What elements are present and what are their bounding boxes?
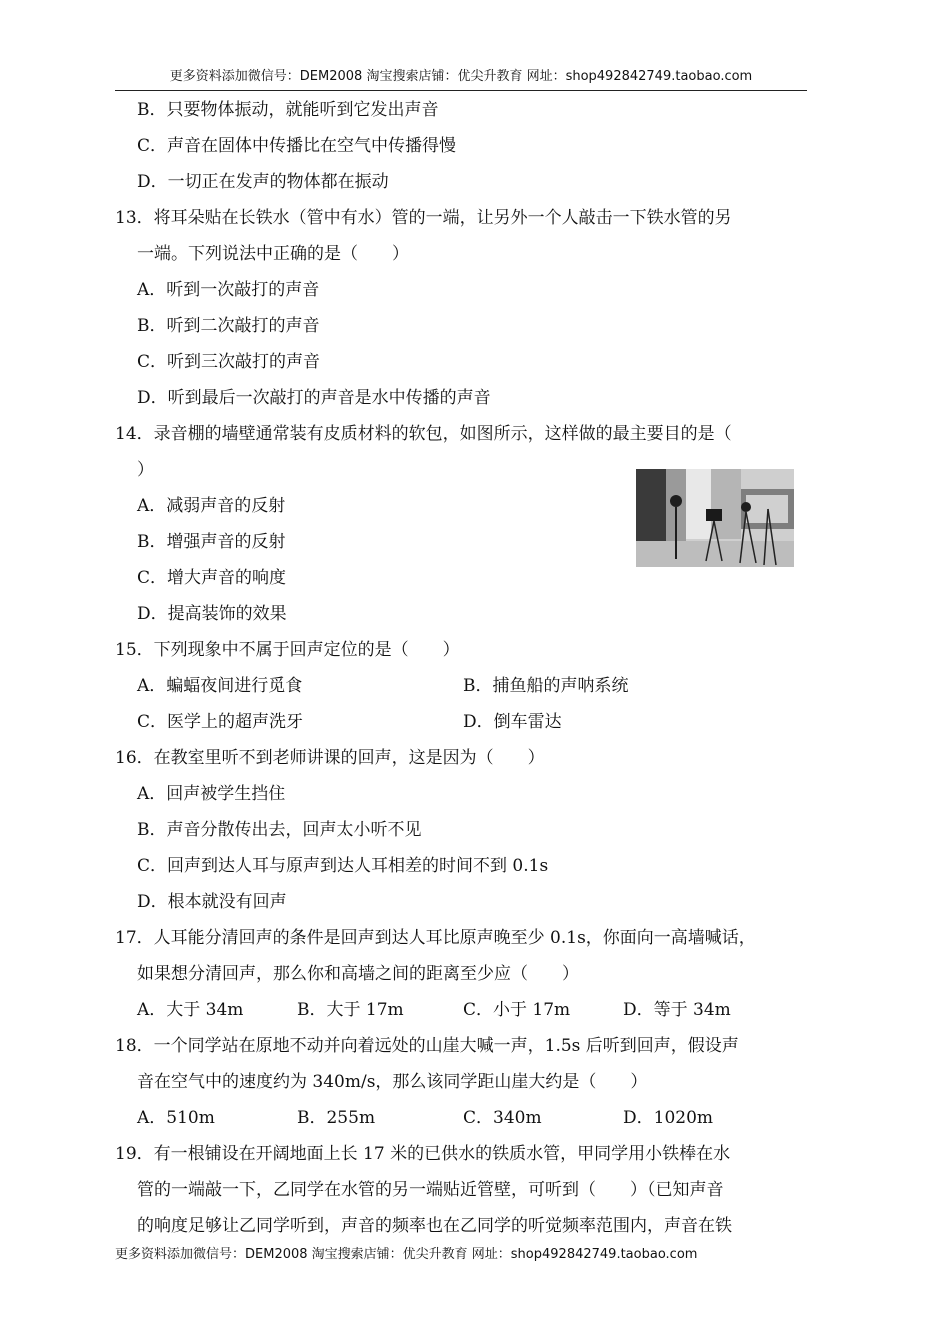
q15-option-d: D．倒车雷达	[463, 712, 562, 732]
q15-stem: 15．下列现象中不属于回声定位的是（ ）	[115, 640, 460, 660]
q18-option-a: A．510m	[137, 1108, 215, 1128]
q18-stem-line1: 18．一个同学站在原地不动并向着远处的山崖大喊一声，1.5s 后听到回声，假设声	[115, 1036, 739, 1056]
q13-option-d: D．听到最后一次敲打的声音是水中传播的声音	[137, 388, 491, 408]
q15-option-a: A．蝙蝠夜间进行觅食	[137, 676, 303, 696]
q15-option-c: C．医学上的超声洗牙	[137, 712, 304, 732]
q13-option-b: B．听到二次敲打的声音	[137, 316, 320, 336]
q16-option-c: C．回声到达人耳与原声到达人耳相差的时间不到 0.1s	[137, 856, 549, 876]
q16-option-a: A．回声被学生挡住	[137, 784, 286, 804]
q19-stem-line2: 管的一端敲一下，乙同学在水管的另一端贴近管壁，可听到（ ）（已知声音	[137, 1180, 724, 1200]
q16-option-d: D．根本就没有回声	[137, 892, 287, 912]
q17-stem-line1: 17．人耳能分清回声的条件是回声到达人耳比原声晚至少 0.1s，你面向一高墙喊话，	[115, 928, 756, 948]
q17-option-c: C．小于 17m	[463, 1000, 571, 1020]
q18-option-d: D．1020m	[623, 1108, 714, 1128]
q14-option-c: C．增大声音的响度	[137, 568, 287, 588]
q17-option-d: D．等于 34m	[623, 1000, 731, 1020]
q12-option-b: B．只要物体振动，就能听到它发出声音	[137, 100, 439, 120]
q14-stem-line1: 14．录音棚的墙壁通常装有皮质材料的软包，如图所示，这样做的最主要目的是（	[115, 424, 732, 444]
q17-option-b: B．大于 17m	[297, 1000, 404, 1020]
q18-option-b: B．255m	[297, 1108, 376, 1128]
q16-stem: 16．在教室里听不到老师讲课的回声，这是因为（ ）	[115, 748, 545, 768]
recording-studio-photo	[636, 469, 794, 567]
q14-option-b: B．增强声音的反射	[137, 532, 286, 552]
q14-stem-line2: ）	[137, 460, 154, 480]
q13-stem-line1: 13．将耳朵贴在长铁水（管中有水）管的一端，让另外一个人敲击一下铁水管的另	[115, 208, 732, 228]
q14-option-d: D．提高装饰的效果	[137, 604, 287, 624]
q12-option-c: C．声音在固体中传播比在空气中传播得慢	[137, 136, 457, 156]
q16-option-b: B．声音分散传出去，回声太小听不见	[137, 820, 422, 840]
q13-option-c: C．听到三次敲打的声音	[137, 352, 321, 372]
page-header: 更多资料添加微信号：DEM2008 淘宝搜索店铺：优尖升教育 网址：shop492842749.taobao.com	[115, 68, 807, 91]
q15-option-b: B．捕鱼船的声呐系统	[463, 676, 629, 696]
q19-stem-line1: 19．有一根铺设在开阔地面上长 17 米的已供水的铁质水管，甲同学用小铁棒在水	[115, 1144, 731, 1164]
q13-stem-line2: 一端。下列说法中正确的是（ ）	[137, 244, 409, 264]
q13-option-a: A．听到一次敲打的声音	[137, 280, 320, 300]
q18-option-c: C．340m	[463, 1108, 542, 1128]
q19-stem-line3: 的响度足够让乙同学听到，声音的频率也在乙同学的听觉频率范围内，声音在铁	[137, 1216, 732, 1236]
q17-option-a: A．大于 34m	[137, 1000, 244, 1020]
q18-stem-line2: 音在空气中的速度约为 340m/s，那么该同学距山崖大约是（ ）	[137, 1072, 648, 1092]
q12-option-d: D．一切正在发声的物体都在振动	[137, 172, 389, 192]
q17-stem-line2: 如果想分清回声，那么你和高墙之间的距离至少应（ ）	[137, 964, 579, 984]
q14-option-a: A．减弱声音的反射	[137, 496, 286, 516]
page-footer: 更多资料添加微信号：DEM2008 淘宝搜索店铺：优尖升教育 网址：shop492842749.taobao.com	[115, 1247, 698, 1262]
